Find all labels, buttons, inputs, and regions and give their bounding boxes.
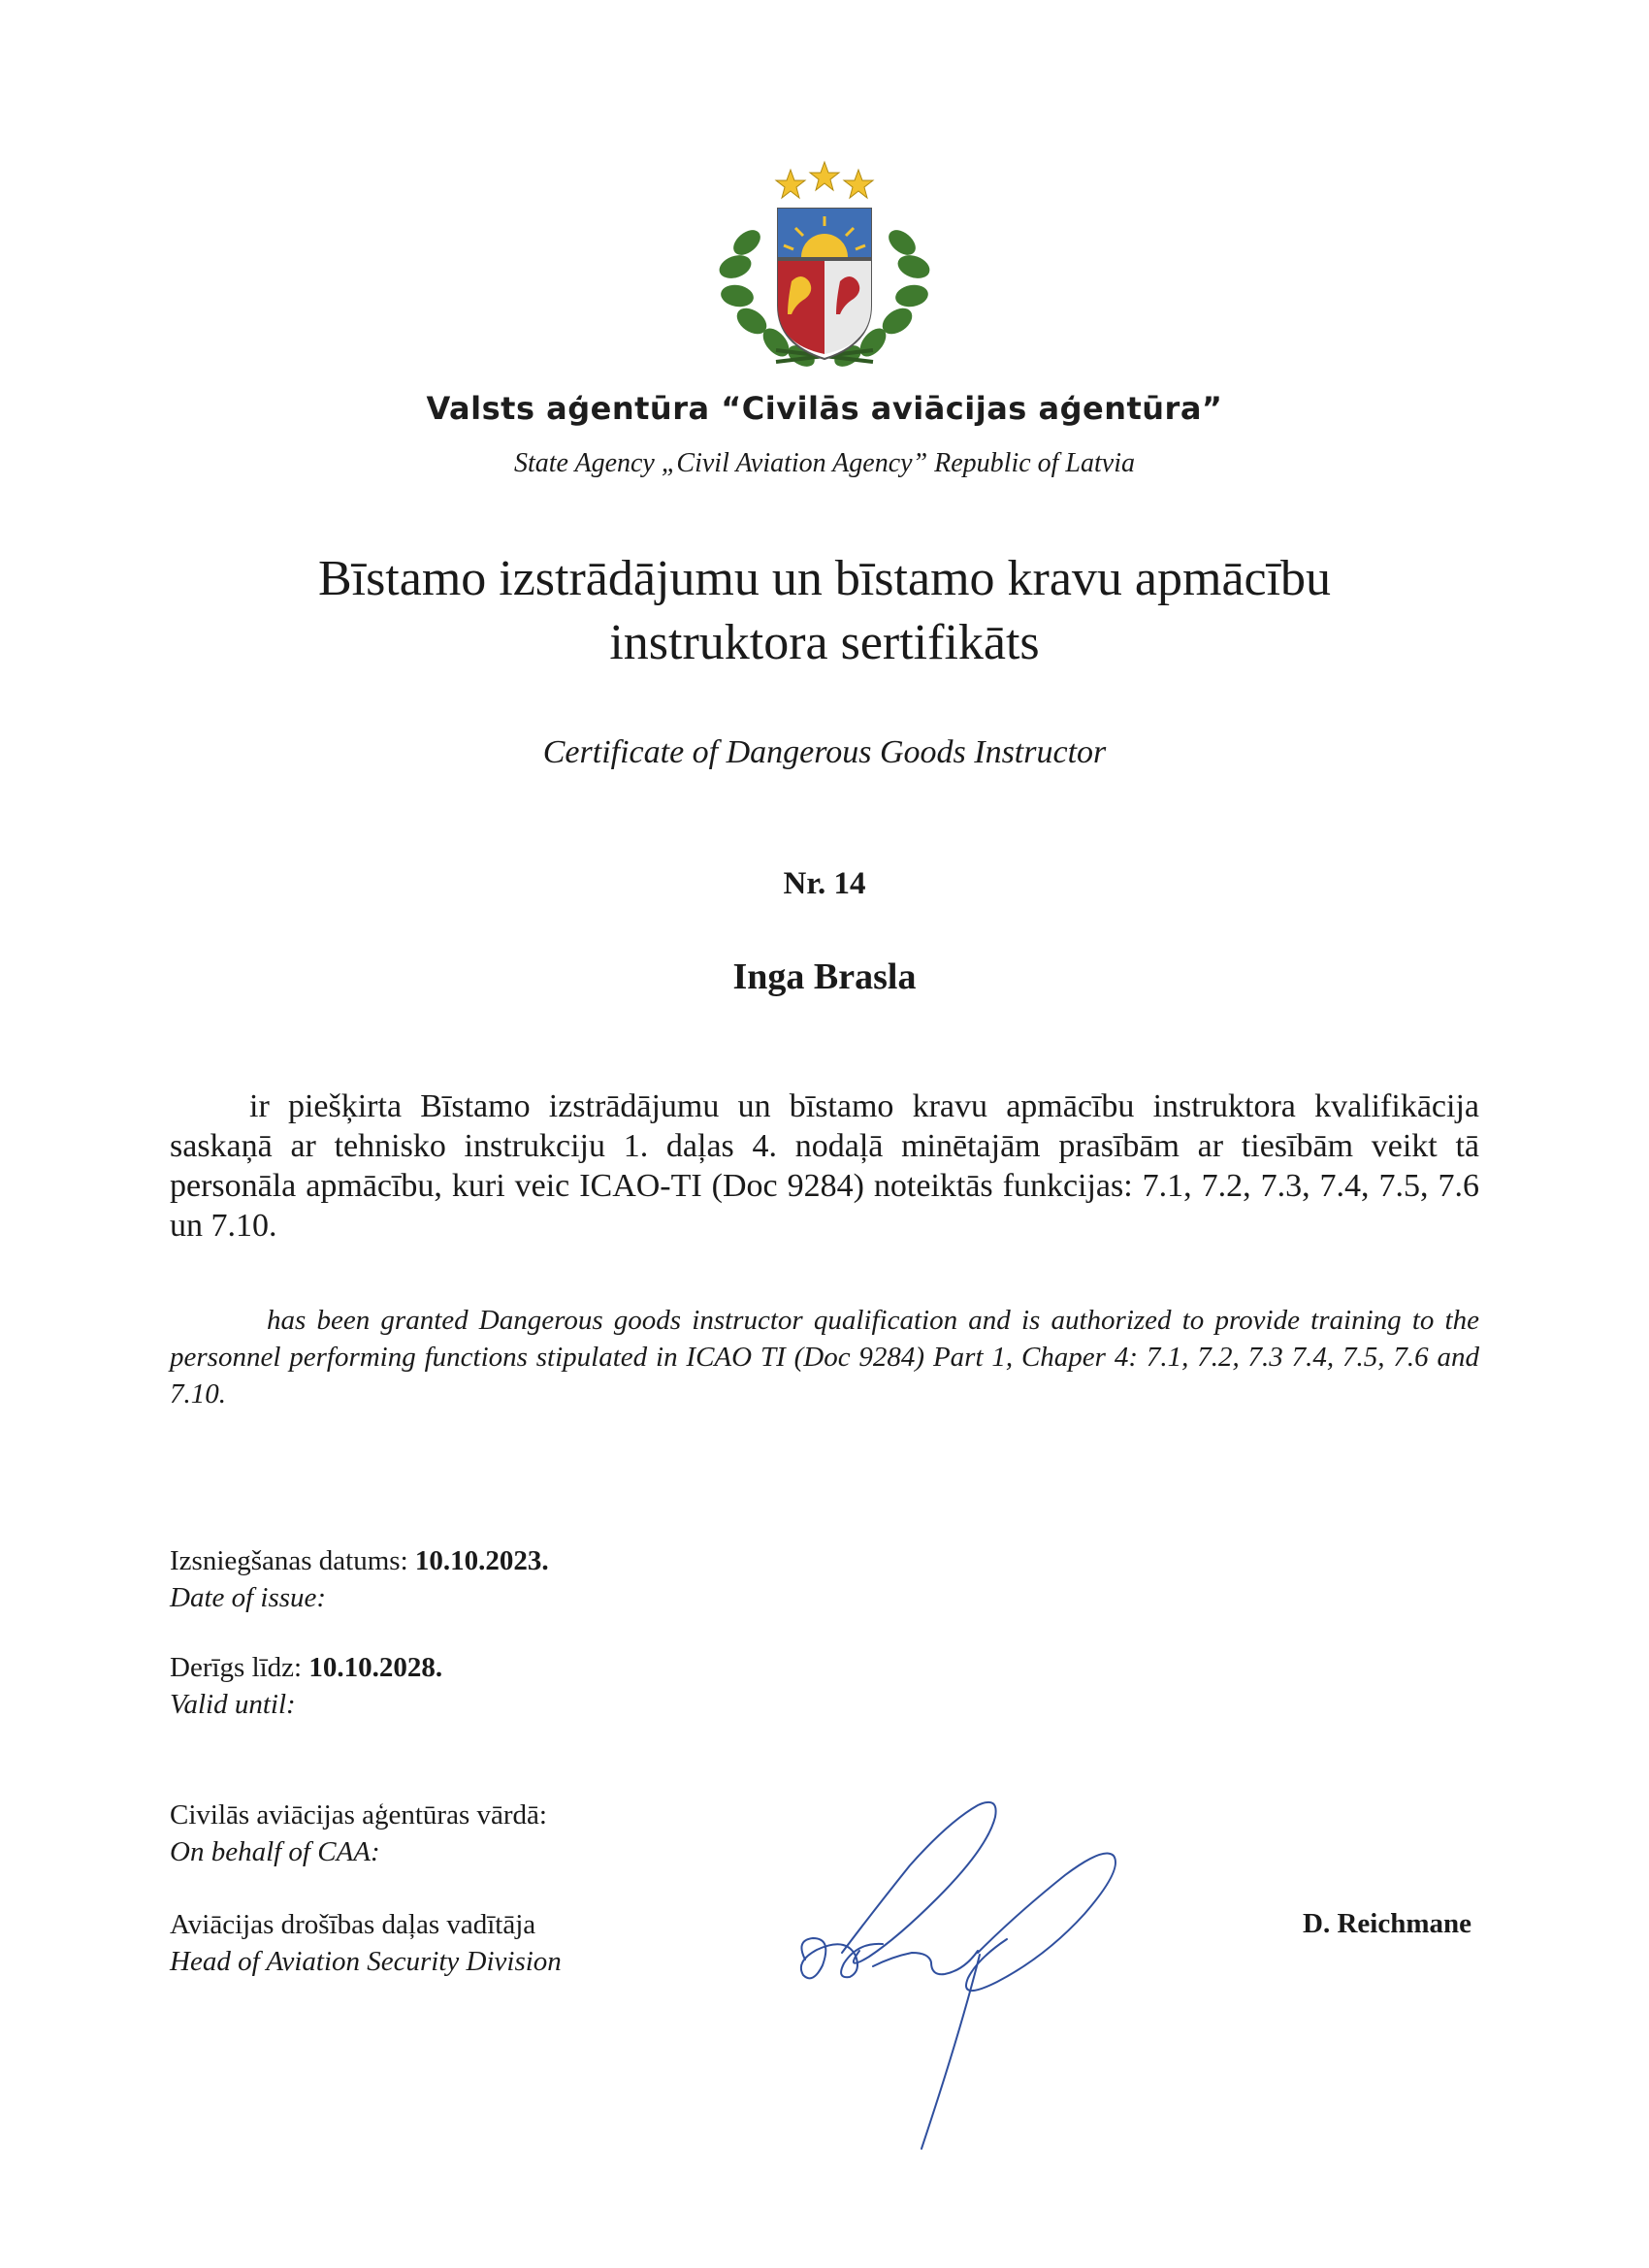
issue-date-value: 10.10.2023. <box>414 1545 549 1576</box>
holder-name: Inga Brasla <box>732 956 917 997</box>
position-en: Head of Aviation Security Division <box>170 1946 562 1977</box>
on-behalf-label-lv: Civilās aviācijas aģentūras vārdā: <box>170 1799 547 1831</box>
agency-name-lv: Valsts aģentūra “Civilās aviācijas aģentūra” <box>426 390 1223 427</box>
certificate-title-en: Certificate of Dangerous Goods Instructor <box>542 734 1107 770</box>
title-line-2: instruktora sertifikāts <box>609 615 1040 670</box>
on-behalf-label-en: On behalf of CAA: <box>170 1836 380 1867</box>
signatory-position <box>170 1906 562 1980</box>
certificate-title-lv <box>0 547 1649 675</box>
valid-until-value: 10.10.2028. <box>308 1652 443 1683</box>
coat-of-arms-icon <box>708 160 941 373</box>
position-lv: Aviācijas drošības daļas vadītāja <box>170 1909 536 1940</box>
body-text-en: has been granted Dangerous goods instructor qualification and is authorized to provide training to the personnel performing functions stipulated in ICAO TI (Doc 9284) Part 1, Chaper 4: 7.1, 7.2, 7.3 7.4, 7.5, 7.6 and 7.10. <box>170 1305 1479 1409</box>
title-line-1: Bīstamo izstrādājumu un bīstamo kravu apmācību <box>317 551 1332 606</box>
issue-date-label-en: Date of issue: <box>170 1582 327 1613</box>
valid-until-field <box>170 1649 442 1723</box>
body-text-lv: ir piešķirta Bīstamo izstrādājumu un bīstamo kravu apmācību instruktora kvalifikācija saskaņā ar tehnisko instrukciju 1. daļas 4. nodaļā minētajām prasībām ar tiesībām veikt tā personāla apmācību, kuri veic ICAO-TI (Doc 9284) noteiktās funkcijas: 7.1, 7.2, 7.3, 7.4, 7.5, 7.6 un 7.10. <box>170 1088 1479 1244</box>
certificate-number: Nr. 14 <box>783 866 866 901</box>
issue-date-field <box>170 1542 549 1616</box>
valid-until-label-en: Valid until: <box>170 1689 296 1720</box>
issue-date-label: Izsniegšanas datums: <box>170 1545 408 1576</box>
on-behalf-field <box>170 1797 547 1870</box>
handwritten-signature-icon <box>786 1790 1193 2158</box>
agency-name-en: State Agency „Civil Aviation Agency” Republic of Latvia <box>513 448 1135 478</box>
signatory-name: D. Reichmane <box>1303 1908 1471 1939</box>
valid-until-label: Derīgs līdz: <box>170 1652 303 1683</box>
